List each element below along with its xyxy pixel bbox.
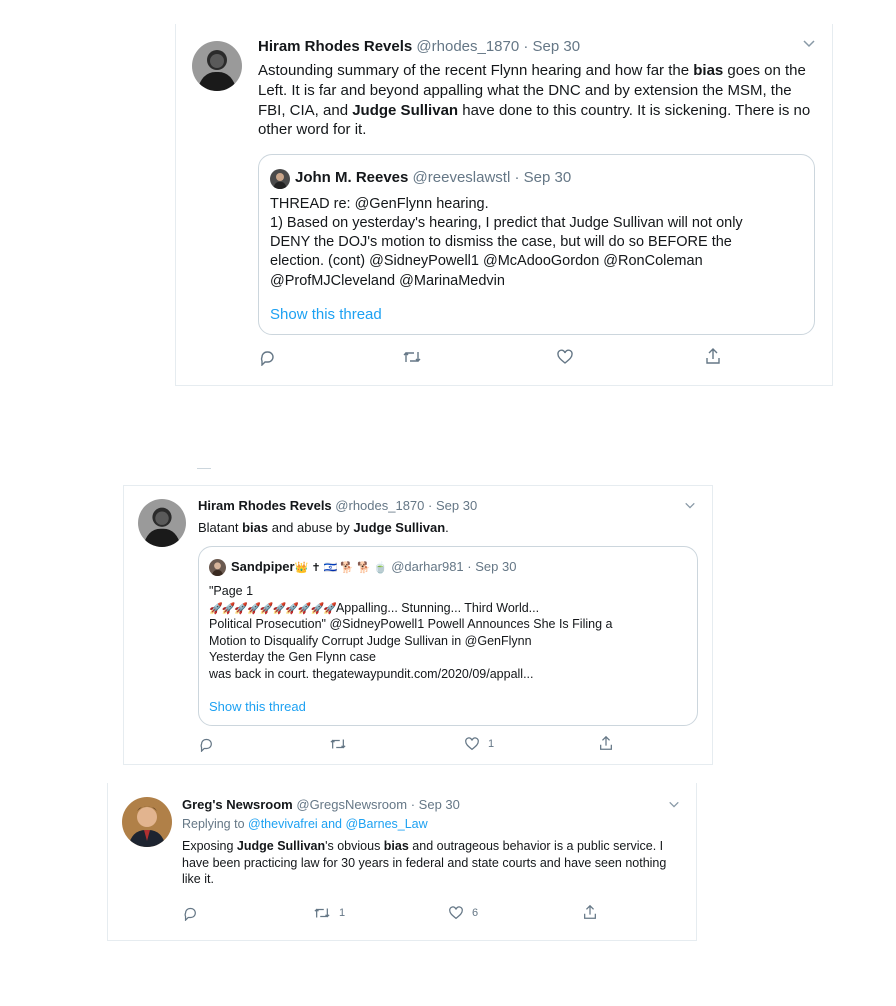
tweet-date[interactable]: · Sep 30 [523, 38, 581, 55]
retweet-icon [329, 736, 347, 752]
quoted-line: THREAD re: @GenFlynn hearing. [270, 196, 489, 212]
text-segment: Exposing [182, 839, 237, 853]
avatar[interactable] [122, 797, 172, 847]
quoted-line: was back in court. thegatewaypundit.com/2020/09/appall... [209, 666, 534, 681]
quoted-line: @ProfMJCleveland @MarinaMedvin [270, 272, 505, 289]
text-bold: bias [693, 62, 724, 79]
tweet-header [198, 498, 477, 513]
retweet-button[interactable] [329, 736, 355, 752]
tweet-header [182, 797, 460, 812]
chevron-down-icon[interactable] [684, 498, 696, 516]
avatar[interactable] [138, 499, 186, 547]
quoted-author-handle: @reeveslawstl [412, 169, 511, 186]
quoted-author-handle: @darhar981 [391, 559, 464, 574]
like-icon [448, 905, 464, 921]
quoted-tweet[interactable] [198, 546, 698, 726]
quoted-author-name: Sandpiper [231, 559, 295, 574]
replying-prefix: Replying to [182, 817, 249, 831]
quoted-line [209, 600, 694, 617]
quoted-line: 1) Based on yesterday's hearing, I predict that Judge Sullivan will not only [270, 215, 743, 232]
like-button[interactable] [556, 348, 582, 366]
text-bold: bias [242, 520, 269, 535]
tweet-card-1[interactable] [175, 24, 833, 386]
quoted-header [231, 559, 516, 574]
like-icon [464, 736, 480, 752]
text-segment: . [445, 520, 449, 535]
quoted-line-text: Appalling... Stunning... Third World... [335, 600, 540, 615]
tweet-header [258, 38, 580, 55]
share-button[interactable] [582, 904, 598, 920]
like-count: 6 [472, 907, 479, 919]
author-name[interactable]: Hiram Rhodes Revels [258, 38, 413, 55]
author-handle[interactable]: @rhodes_1870 [416, 38, 520, 55]
text-segment: and outrageous behavior is a public service. I have been practicing law for 30 years in federal and state courts and have seen nothing like it. [182, 839, 667, 886]
retweet-button[interactable] [402, 348, 430, 366]
author-handle[interactable]: @rhodes_1870 [335, 498, 425, 513]
share-icon [704, 347, 722, 365]
text-bold: Judge Sullivan [236, 839, 326, 853]
tweet-card-2[interactable] [123, 485, 713, 765]
tweet-date[interactable]: · Sep 30 [410, 797, 460, 812]
chevron-down-icon[interactable] [802, 36, 816, 55]
tweet-text [258, 61, 818, 140]
reply-icon [258, 348, 276, 366]
quoted-line: Yesterday the Gen Flynn case [209, 650, 376, 665]
text-segment: Blatant [198, 520, 243, 535]
retweet-button[interactable] [313, 905, 345, 921]
share-button[interactable] [598, 735, 614, 751]
author-handle[interactable]: @GregsNewsroom [296, 797, 408, 812]
share-icon [598, 735, 614, 751]
quoted-line: DENY the DOJ's motion to dismiss the case, but will do so BEFORE the [270, 234, 732, 251]
like-button[interactable] [448, 905, 478, 921]
retweet-icon [313, 905, 331, 921]
quoted-line: Motion to Disqualify Corrupt Judge Sullivan in @GenFlynn [209, 633, 532, 648]
quoted-date: · Sep 30 [467, 559, 517, 574]
text-bold: Judge Sullivan [353, 520, 446, 535]
replying-users-link[interactable]: @thevivafrei and @Barnes_Law [248, 817, 428, 831]
quoted-text [209, 583, 694, 682]
retweet-icon [402, 348, 422, 366]
quoted-avatar [209, 559, 226, 576]
quoted-tweet[interactable] [258, 154, 815, 335]
share-icon [582, 904, 598, 920]
reply-icon [198, 736, 214, 752]
retweet-count: 1 [339, 907, 346, 919]
text-segment: have done to this country. It is sickening. There is no other word for it. [258, 101, 811, 139]
name-emoji: 👑 ✝ 🇮🇱 🐕 🐕 🍵 [294, 562, 388, 574]
author-name[interactable]: Hiram Rhodes Revels [198, 498, 332, 513]
avatar[interactable] [192, 41, 242, 91]
quoted-line: Political Prosecution" @SidneyPowell1 Powell Announces She Is Filing a [209, 617, 613, 632]
share-button[interactable] [704, 347, 722, 365]
like-count: 1 [488, 738, 495, 750]
replying-to [182, 817, 428, 831]
text-segment: 's obvious [325, 839, 384, 853]
quoted-date: · Sep 30 [514, 169, 572, 186]
quoted-line: "Page 1 [209, 584, 254, 598]
quoted-header [295, 169, 571, 186]
text-bold: Judge Sullivan [352, 101, 459, 119]
reply-button[interactable] [182, 905, 206, 921]
tweet-card-3[interactable] [107, 783, 697, 941]
like-button[interactable] [464, 736, 494, 752]
text-segment: goes on the Left. It is far and beyond appalling what the DNC and by extension the MSM, the FBI, CIA, and [258, 62, 806, 119]
quoted-author-name: John M. Reeves [295, 169, 409, 186]
text-segment: and abuse by [268, 520, 354, 535]
chevron-down-icon[interactable] [668, 797, 680, 815]
quoted-avatar [270, 169, 290, 189]
like-icon [556, 348, 574, 366]
quoted-line: election. (cont) @SidneyPowell1 @McAdooGordon @RonColeman [270, 253, 703, 270]
rocket-emojis: 🚀🚀🚀🚀🚀🚀🚀🚀🚀🚀 [209, 602, 336, 615]
show-thread-link[interactable]: Show this thread [270, 306, 382, 323]
reply-button[interactable] [258, 348, 284, 366]
tweet-text [182, 838, 672, 888]
reply-icon [182, 905, 198, 921]
text-bold: bias [383, 839, 409, 853]
tweet-text [198, 519, 698, 536]
show-thread-link[interactable]: Show this thread [209, 699, 306, 714]
author-name[interactable]: Greg's Newsroom [182, 797, 293, 812]
quoted-text [270, 195, 810, 291]
tweet-date[interactable]: · Sep 30 [428, 498, 478, 513]
text-segment: Astounding summary of the recent Flynn hearing and how far the [258, 62, 694, 79]
divider [197, 468, 211, 469]
reply-button[interactable] [198, 736, 222, 752]
